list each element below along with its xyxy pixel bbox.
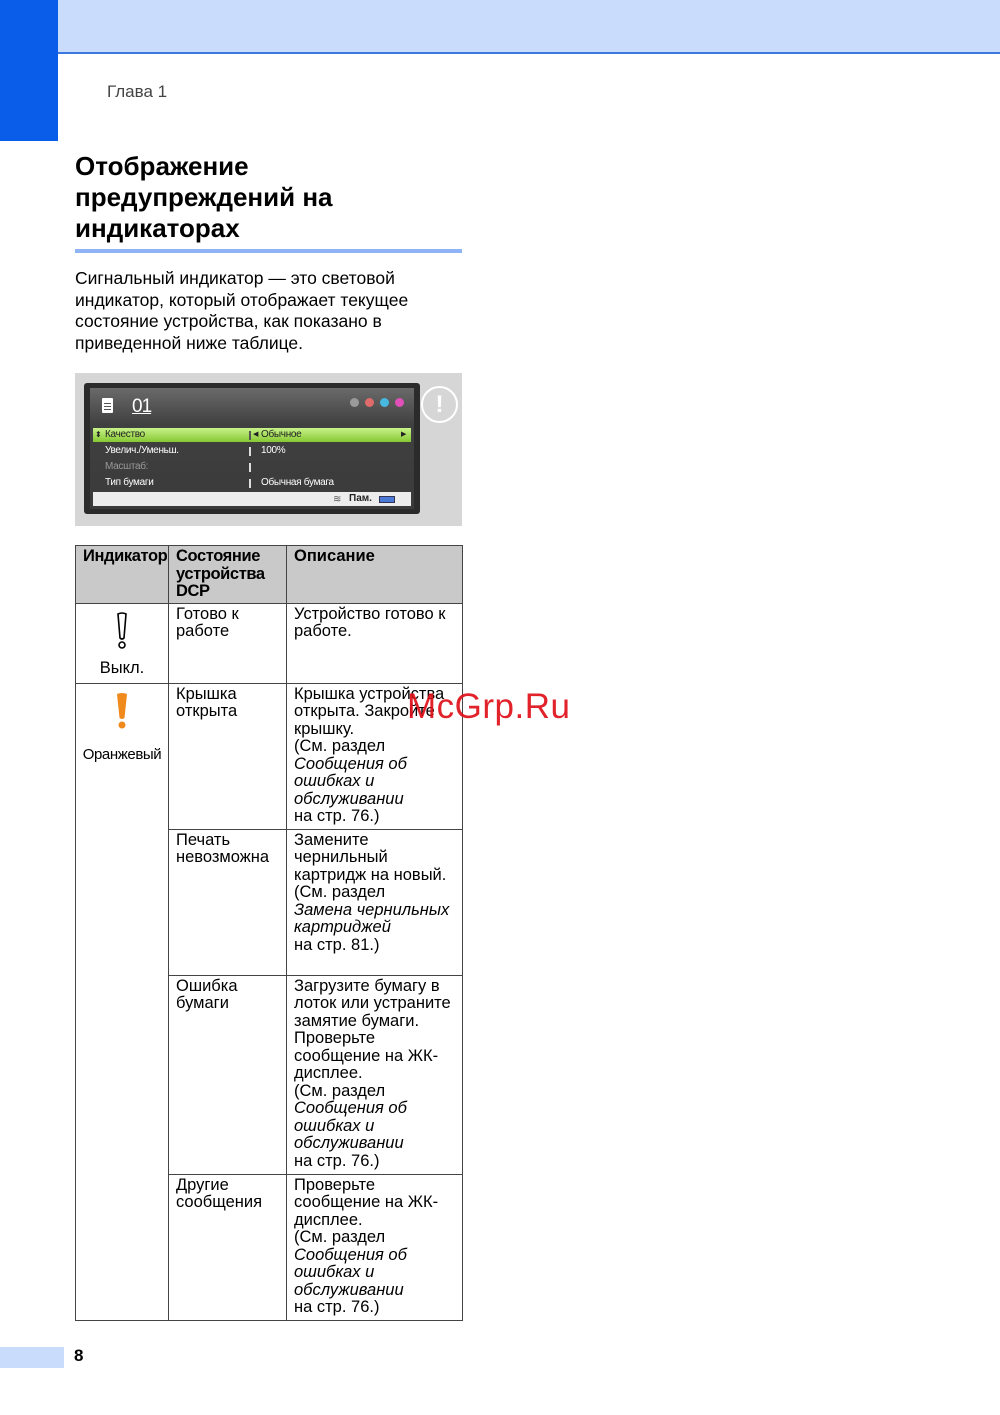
left-arrow-icon: ◀ <box>253 431 259 438</box>
lcd-illustration <box>75 373 462 526</box>
lcd-copies: 01 <box>132 396 152 417</box>
state-cell: Другие сообщения <box>169 1174 287 1320</box>
lcd-row-paper-type: Тип бумаги Обычная бумага <box>105 477 334 488</box>
chapter-tab <box>0 0 58 141</box>
desc-cell: Крышка устройства открыта. Закройте крышку. (См. раздел Сообщения об ошибках и обслуживании на стр. 76.) <box>287 683 463 829</box>
battery-icon <box>379 496 395 503</box>
table-header-row <box>76 546 463 604</box>
off-label: Выкл. <box>99 658 145 677</box>
orange-label: Оранжевый <box>82 745 162 763</box>
desc-cell: Загрузите бумагу в лоток или устраните замятие бумаги. Проверьте сообщение на ЖК-дисплее. (См. раздел Сообщения об ошибках и обслуживании на стр. 76.) <box>287 975 463 1174</box>
footer-band <box>0 1347 64 1368</box>
section-title: Отображение предупреждений на индикаторах <box>75 151 333 243</box>
table-row <box>76 683 463 829</box>
lcd-screen <box>90 388 414 509</box>
led-off-icon <box>115 612 129 650</box>
indicator-table <box>75 545 463 1321</box>
lcd-status-bar <box>93 492 411 506</box>
ink-dot-icon <box>350 398 359 407</box>
col-header-indicator: Индикатор <box>76 546 169 604</box>
desc-cell: Устройство готово к работе. <box>287 603 463 683</box>
watermark: McGrp.Ru <box>407 687 571 726</box>
col-header-state: Состояние устройства DCP <box>169 546 287 604</box>
table-row <box>76 603 463 683</box>
ink-dot-icon <box>365 398 374 407</box>
ink-dot-icon <box>380 398 389 407</box>
chapter-label: Глава 1 <box>107 82 168 101</box>
right-arrow-icon: ▶ <box>401 431 407 438</box>
state-cell: Печать невозможна <box>169 829 287 975</box>
header-band <box>0 0 1000 54</box>
indicator-orange-cell <box>76 683 169 1320</box>
warning-led-icon: ! <box>421 386 458 423</box>
led-orange-icon <box>115 692 129 730</box>
wifi-icon: ≋ <box>333 494 342 505</box>
page-number: 8 <box>74 1346 84 1365</box>
state-cell: Крышка открыта <box>169 683 287 829</box>
ink-dot-icon <box>395 398 404 407</box>
intro-paragraph: Сигнальный индикатор — это световой индикатор, который отображает текущее состояние устройства, как показано в приведенной ниже таблице. <box>75 268 409 353</box>
state-cell: Готово к работе <box>169 603 287 683</box>
col-header-description: Описание <box>287 546 463 604</box>
lcd-row-scale: Масштаб: <box>93 460 411 474</box>
lcd-frame <box>84 383 420 514</box>
title-underline <box>75 249 462 253</box>
desc-cell: Проверьте сообщение на ЖК-дисплее. (См. раздел Сообщения об ошибках и обслуживании на стр. 76.) <box>287 1174 463 1320</box>
indicator-off-cell <box>76 603 169 683</box>
document-icon <box>102 398 113 413</box>
lcd-row-quality: ⬍ Качество ◀ Обычное ▶ <box>93 428 411 442</box>
state-cell: Ошибка бумаги <box>169 975 287 1174</box>
desc-cell: Замените чернильный картридж на новый. (См. раздел Замена чернильных картриджей на стр. 81.) <box>287 829 463 975</box>
memory-label: Пам. <box>349 493 372 504</box>
updown-icon: ⬍ <box>95 430 102 439</box>
lcd-row-zoom: Увелич./Уменьш. 100% <box>105 445 286 456</box>
